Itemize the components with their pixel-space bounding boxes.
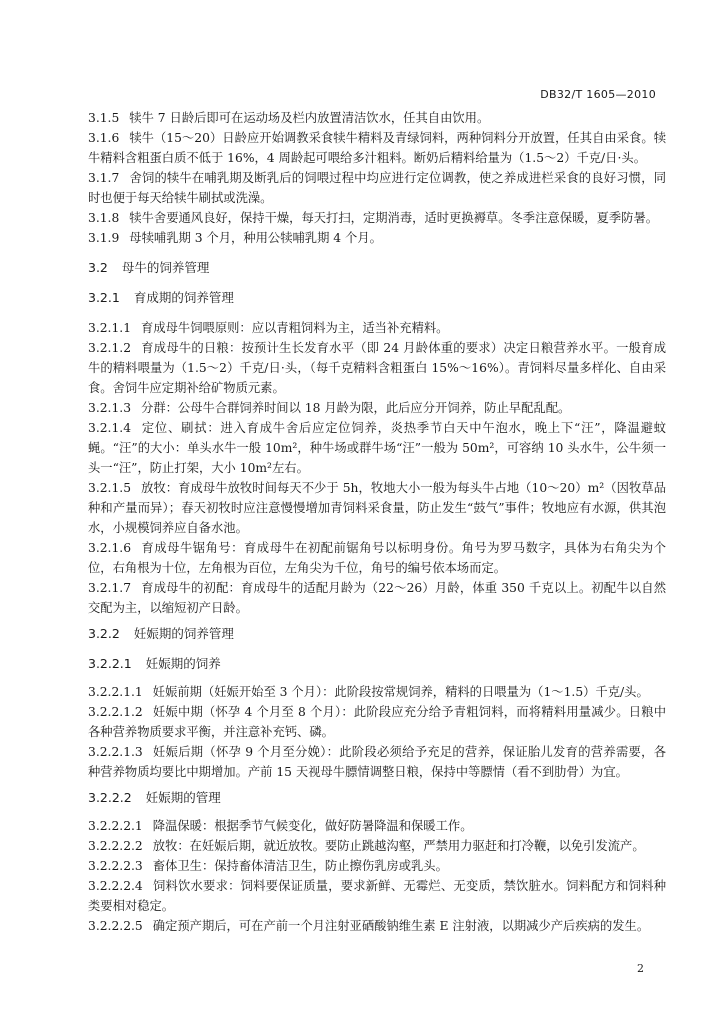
clause-3-2-1-2 — [88, 338, 666, 398]
clause-text: 育成母牛锯角号：育成母牛在初配前锯角号以标明身份。角号为罗马数字，具体为右角尖为个位，右角根为十位，左角根为百位，左角尖为千位，角号的编号依本场而定。 — [88, 541, 666, 575]
clause-text: 饲料饮水要求：饲料要保证质量，要求新鲜、无霉烂、无变质，禁饮脏水。饲料配方和饲料种类要相对稳定。 — [88, 879, 666, 913]
clause-text: 犊牛 7 日龄后即可在运动场及栏内放置清洁饮水，任其自由饮用。 — [129, 111, 490, 125]
clause-number: 3.2.1.4 — [88, 421, 132, 435]
heading-number: 3.2.2.2 — [88, 790, 132, 805]
clause-number: 3.2.1.3 — [88, 401, 132, 415]
section-heading-3-2-2-2 — [88, 788, 666, 808]
clause-3-1-6 — [88, 128, 666, 168]
clause-text: 育成母牛的初配：育成母牛的适配月龄为（22～26）月龄，体重 350 千克以上。初配牛以自然交配为主，以缩短初产日龄。 — [88, 581, 666, 615]
clause-number: 3.2.2.1.1 — [88, 685, 143, 699]
clause-number: 3.2.1.1 — [88, 321, 132, 335]
clause-text: 畜体卫生：保持畜体清洁卫生，防止擦伤乳房或乳头。 — [152, 859, 448, 873]
clause-text: 放牧：在妊娠后期，就近放牧。要防止跳越沟壑，严禁用力驱赶和打冷鞭，以免引发流产。 — [152, 839, 645, 853]
heading-text: 妊娠期的饲养管理 — [133, 626, 234, 641]
clause-3-2-2-2-3 — [88, 856, 666, 876]
clause-number: 3.2.2.1.3 — [88, 745, 143, 759]
clause-text: 放牧：育成母牛放牧时间每天不少于 5h，牧地大小一般为每头牛占地（10～20）m²（因牧草品种和产量而异）；春天初牧时应注意慢慢增加青饲料采食量，防止发生“鼓气”事件；牧地应有水源，供其泡水，小规模饲养应自备水池。 — [88, 481, 666, 535]
clause-3-2-1-4 — [88, 418, 666, 478]
clause-text: 舍饲的犊牛在哺乳期及断乳后的饲喂过程中均应进行定位调教，使之养成进栏采食的良好习惯，同时也便于每天给犊牛刷拭或洗澡。 — [88, 171, 666, 205]
heading-number: 3.2.2.1 — [88, 656, 132, 671]
clause-3-2-1-1 — [88, 318, 666, 338]
clause-text: 降温保暖：根据季节气候变化，做好防暑降温和保暖工作。 — [152, 819, 473, 833]
clause-text: 母犊哺乳期 3 个月，种用公犊哺乳期 4 个月。 — [129, 231, 382, 245]
clause-number: 3.2.1.2 — [88, 341, 132, 355]
clause-number: 3.2.2.2.4 — [88, 879, 143, 893]
clause-3-2-2-2-4 — [88, 876, 666, 916]
clause-3-1-5 — [88, 108, 666, 128]
clause-text: 育成母牛饲喂原则：应以青粗饲料为主，适当补充精料。 — [141, 321, 449, 335]
clause-3-2-2-2-2 — [88, 836, 666, 856]
heading-number: 3.2.2 — [88, 626, 120, 641]
clause-number: 3.2.2.2.5 — [88, 919, 143, 933]
clause-number: 3.2.2.2.2 — [88, 839, 143, 853]
clause-text: 犊牛（15～20）日龄应开始调教采食犊牛精料及青绿饲料，两种饲料分开放置，任其自由采食。犊牛精料含粗蛋白质不低于 16%，4 周龄起可喂给多汁粗料。断奶后精料给量为（1.5～2）千克/日·头。 — [88, 131, 666, 165]
clause-3-2-1-7 — [88, 578, 666, 618]
clause-number: 3.1.5 — [88, 111, 120, 125]
document-body — [88, 108, 666, 936]
clause-number: 3.2.2.1.2 — [88, 705, 143, 719]
clause-3-2-1-6 — [88, 538, 666, 578]
clause-3-2-2-2-5 — [88, 916, 666, 936]
clause-number: 3.2.1.6 — [88, 541, 132, 555]
clause-number: 3.2.1.5 — [88, 481, 132, 495]
heading-number: 3.2 — [88, 260, 108, 275]
clause-3-1-9 — [88, 228, 666, 248]
clause-3-1-7 — [88, 168, 666, 208]
section-heading-3-2-1 — [88, 288, 666, 308]
clause-text: 育成母牛的日粮：按预计生长发育水平（即 24 月龄体重的要求）决定日粮营养水平。一般育成牛的精料喂量为（1.5～2）千克/日·头，（每千克精料含粗蛋白 15%～16%）。青饲料尽量多样化、自由采食。舍饲牛应定期补给矿物质元素。 — [88, 341, 666, 395]
clause-3-2-2-1-3 — [88, 742, 666, 782]
clause-3-2-2-1-1 — [88, 682, 666, 702]
clause-number: 3.1.8 — [88, 211, 120, 225]
clause-3-2-2-1-2 — [88, 702, 666, 742]
clause-number: 3.2.2.2.3 — [88, 859, 143, 873]
heading-text: 妊娠期的饲养 — [145, 656, 221, 671]
clause-number: 3.2.1.7 — [88, 581, 132, 595]
heading-number: 3.2.1 — [88, 290, 120, 305]
section-heading-3-2-2-1 — [88, 654, 666, 674]
heading-text: 妊娠期的管理 — [145, 790, 221, 805]
heading-text: 母牛的饲养管理 — [121, 260, 210, 275]
clause-text: 妊娠中期（怀孕 4 个月至 8 个月）：此阶段应充分给予青粗饲料，而将精料用量减少。日粮中各种营养物质要求平衡，并注意补充钙、磷。 — [88, 705, 666, 739]
clause-3-1-8 — [88, 208, 666, 228]
heading-text: 育成期的饲养管理 — [133, 290, 234, 305]
page-number: 2 — [637, 962, 644, 975]
clause-text: 妊娠前期（妊娠开始至 3 个月）：此阶段按常规饲养，精料的日喂量为（1～1.5）千克/头。 — [152, 685, 649, 699]
clause-text: 定位、刷拭：进入育成牛舍后应定位饲养，炎热季节白天中午泡水，晚上下“汪”，降温避蚊蝇。“汪”的大小：单头水牛一般 10m²，种牛场或群牛场“汪”一般为 50m²，可容纳 10 头水牛，公牛须一头一“汪”，防止打架，大小 10m²左右。 — [88, 421, 666, 475]
clause-3-2-1-3 — [88, 398, 666, 418]
document-code: DB32/T 1605—2010 — [540, 88, 656, 101]
clause-text: 犊牛舍要通风良好，保持干燥，每天打扫，定期消毒，适时更换褥草。冬季注意保暖，夏季防暑。 — [129, 211, 659, 225]
clause-3-2-1-5 — [88, 478, 666, 538]
clause-text: 分群：公母牛合群饲养时间以 18 月龄为限，此后应分开饲养，防止早配乱配。 — [141, 401, 571, 415]
clause-number: 3.1.6 — [88, 131, 120, 145]
clause-text: 确定预产期后，可在产前一个月注射亚硒酸钠维生素 E 注射液，以期减少产后疾病的发生。 — [152, 919, 650, 933]
clause-3-2-2-2-1 — [88, 816, 666, 836]
clause-number: 3.2.2.2.1 — [88, 819, 143, 833]
clause-number: 3.1.7 — [88, 171, 120, 185]
clause-text: 妊娠后期（怀孕 9 个月至分娩）：此阶段必须给予充足的营养，保证胎儿发育的营养需要，各种营养物质均要比中期增加。产前 15 天视母牛膘情调整日粮，保持中等膘情（看不到肋骨）为宜。 — [88, 745, 666, 779]
section-heading-3-2 — [88, 258, 666, 278]
clause-number: 3.1.9 — [88, 231, 120, 245]
section-heading-3-2-2 — [88, 624, 666, 644]
